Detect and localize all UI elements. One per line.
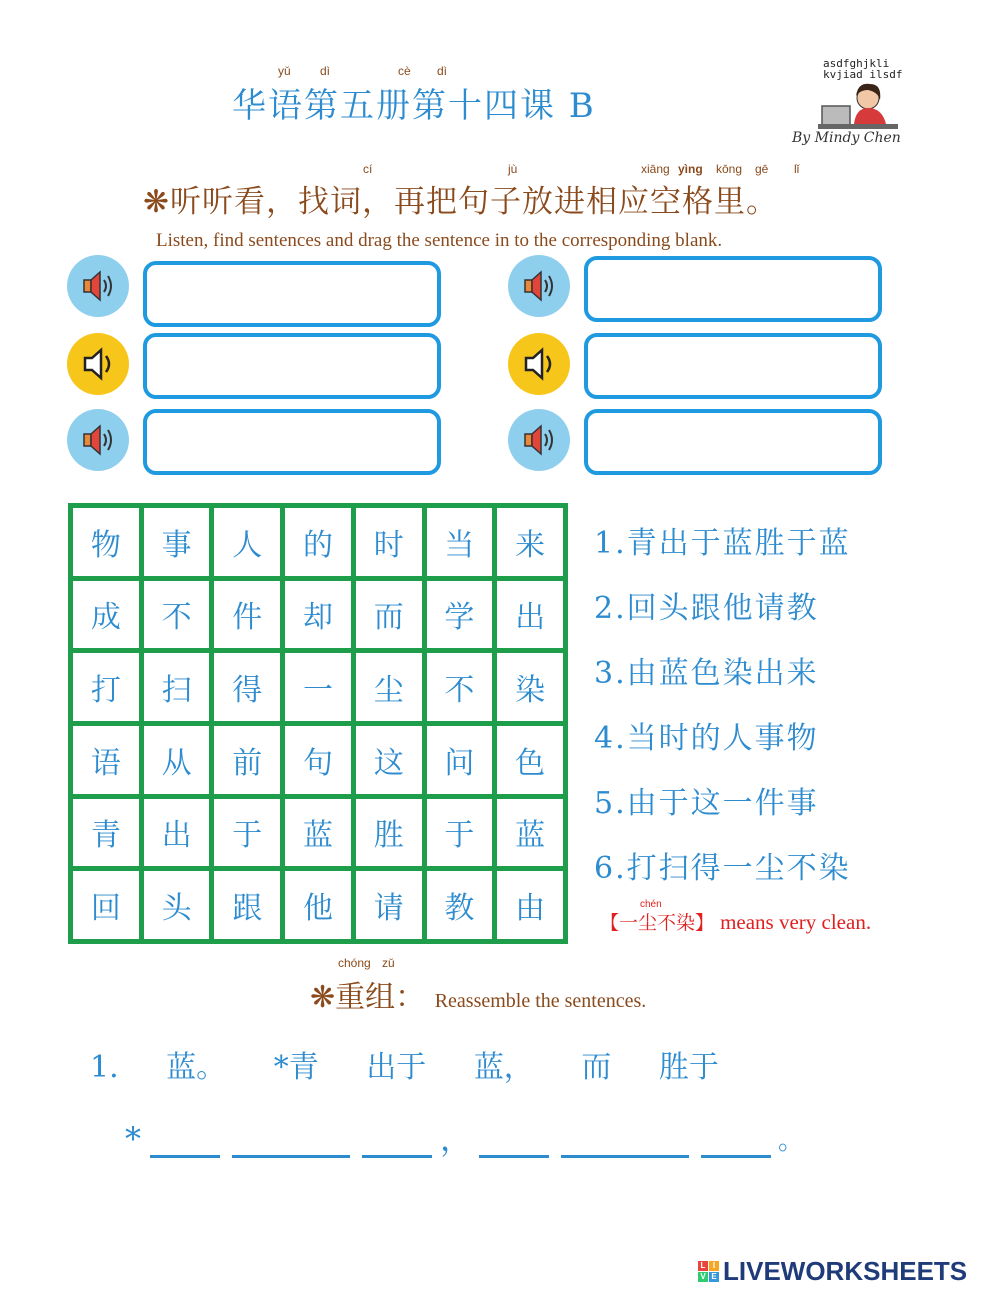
speaker-icon <box>78 266 118 306</box>
drop-blank-2[interactable] <box>143 333 441 399</box>
grid-cell[interactable]: 请 <box>356 871 422 939</box>
grid-cell[interactable]: 学 <box>427 581 493 649</box>
reassemble-pinyin-chong: chóng <box>338 956 371 970</box>
grid-cell[interactable]: 尘 <box>356 653 422 721</box>
grid-cell[interactable]: 当 <box>427 508 493 576</box>
instr-pinyin-ju: jù <box>508 162 518 176</box>
reassemble-question-1 <box>90 1042 757 1086</box>
grid-cell[interactable]: 来 <box>497 508 563 576</box>
instruction-chinese: ❋听听看，找词，再把句子放进相应空格里。 <box>143 184 778 220</box>
grid-cell[interactable]: 染 <box>497 653 563 721</box>
answer-slot-5[interactable] <box>561 1155 689 1158</box>
drop-blank-1[interactable] <box>143 261 441 327</box>
grid-cell[interactable]: 不 <box>144 581 210 649</box>
title-pinyin-di: dì <box>320 64 331 78</box>
title-pinyin-di-2: dì <box>437 64 448 78</box>
grid-cell[interactable]: 问 <box>427 726 493 794</box>
grid-cell[interactable]: 胜 <box>356 799 422 867</box>
grid-cell[interactable]: 头 <box>144 871 210 939</box>
grid-cell[interactable]: 跟 <box>214 871 280 939</box>
author-credit: By Mindy Chen <box>792 130 901 146</box>
speaker-icon <box>519 420 559 460</box>
grid-cell[interactable]: 前 <box>214 726 280 794</box>
word-tile[interactable]: 蓝。 <box>166 1050 227 1085</box>
draggable-sentence-4[interactable]: 4.当时的人事物 <box>594 721 819 756</box>
grid-cell[interactable]: 句 <box>285 726 351 794</box>
page-title: 华语第五册第十四课 B <box>232 86 596 126</box>
word-search-grid <box>68 503 568 944</box>
audio-button-3[interactable] <box>67 409 129 471</box>
brand-badge-icon: L I V E <box>698 1261 719 1282</box>
draggable-sentence-1[interactable]: 1.青出于蓝胜于蓝 <box>594 526 851 561</box>
instr-pinyin-ying: yìng <box>678 162 703 176</box>
instruction-english: Listen, find sentences and drag the sentence in to the corresponding blank. <box>156 230 723 251</box>
answer-slot-6[interactable] <box>701 1155 771 1158</box>
speaker-icon <box>78 420 118 460</box>
grid-cell[interactable]: 青 <box>73 799 139 867</box>
answer-slot-1[interactable] <box>150 1155 220 1158</box>
answer-comma: ， <box>440 1120 473 1158</box>
grid-cell[interactable]: 扫 <box>144 653 210 721</box>
draggable-sentence-5[interactable]: 5.由于这一件事 <box>594 786 819 821</box>
answer-slot-2[interactable] <box>232 1155 350 1158</box>
grid-cell[interactable]: 出 <box>497 581 563 649</box>
audio-button-2[interactable] <box>67 333 129 395</box>
word-tile[interactable]: *青 <box>273 1050 319 1085</box>
grid-cell[interactable]: 一 <box>285 653 351 721</box>
word-tile[interactable]: 出于 <box>366 1050 427 1085</box>
grid-cell[interactable]: 他 <box>285 871 351 939</box>
reassemble-english: Reassemble the sentences. <box>434 990 647 1012</box>
word-tile[interactable]: 胜于 <box>658 1050 719 1085</box>
reassemble-heading <box>310 972 646 1016</box>
drop-blank-3[interactable] <box>143 409 441 475</box>
grid-cell[interactable]: 这 <box>356 726 422 794</box>
drop-blank-5[interactable] <box>584 333 882 399</box>
grid-cell[interactable]: 却 <box>285 581 351 649</box>
draggable-sentence-3[interactable]: 3.由蓝色染出来 <box>594 656 819 691</box>
grid-cell[interactable]: 蓝 <box>285 799 351 867</box>
grid-cell[interactable]: 教 <box>427 871 493 939</box>
grid-cell[interactable]: 色 <box>497 726 563 794</box>
grid-cell[interactable]: 时 <box>356 508 422 576</box>
grid-cell[interactable]: 件 <box>214 581 280 649</box>
idiom-note-chinese: 【一尘不染】 <box>600 912 715 934</box>
brand-text: LIVEWORKSHEETS <box>723 1256 968 1286</box>
reassemble-title: ❋重组： <box>310 980 426 1015</box>
grid-cell[interactable]: 而 <box>356 581 422 649</box>
instr-pinyin-li: lǐ <box>794 162 800 176</box>
audio-button-1[interactable] <box>67 255 129 317</box>
drop-blank-6[interactable] <box>584 409 882 475</box>
audio-button-5[interactable] <box>508 333 570 395</box>
grid-cell[interactable]: 语 <box>73 726 139 794</box>
liveworksheets-brand <box>698 1256 967 1287</box>
grid-cell[interactable]: 打 <box>73 653 139 721</box>
answer-slot-4[interactable] <box>479 1155 549 1158</box>
word-tile[interactable]: 蓝， <box>473 1050 534 1085</box>
grid-cell[interactable]: 于 <box>214 799 280 867</box>
grid-cell[interactable]: 出 <box>144 799 210 867</box>
answer-slot-3[interactable] <box>362 1155 432 1158</box>
instr-pinyin-xiang: xiāng <box>641 162 670 176</box>
grid-cell[interactable]: 成 <box>73 581 139 649</box>
reassemble-pinyin-zu: zǔ <box>382 956 395 970</box>
instr-pinyin-ci: cí <box>363 162 373 176</box>
grid-cell[interactable]: 人 <box>214 508 280 576</box>
grid-cell[interactable]: 从 <box>144 726 210 794</box>
idiom-note-english: means very clean. <box>720 910 872 934</box>
idiom-note <box>600 908 871 935</box>
grid-cell[interactable]: 物 <box>73 508 139 576</box>
title-pinyin-yu: yǔ <box>278 64 291 78</box>
grid-cell[interactable]: 得 <box>214 653 280 721</box>
grid-cell[interactable]: 的 <box>285 508 351 576</box>
grid-cell[interactable]: 于 <box>427 799 493 867</box>
instr-pinyin-kong: kōng <box>716 162 743 176</box>
title-pinyin-ce: cè <box>398 64 411 78</box>
grid-cell[interactable]: 事 <box>144 508 210 576</box>
speaker-outline-icon <box>519 344 559 384</box>
draggable-sentence-2[interactable]: 2.回头跟他请教 <box>594 591 819 626</box>
grid-cell[interactable]: 蓝 <box>497 799 563 867</box>
answer-prefix: * <box>125 1120 141 1158</box>
speaker-outline-icon <box>78 344 118 384</box>
instr-pinyin-ge: gē <box>755 162 769 176</box>
grid-cell[interactable]: 由 <box>497 871 563 939</box>
speaker-icon <box>519 266 559 306</box>
note-pinyin: chén <box>640 899 662 910</box>
draggable-sentence-6[interactable]: 6.打扫得一尘不染 <box>594 851 851 886</box>
grid-cell[interactable]: 不 <box>427 653 493 721</box>
word-tile[interactable]: 而 <box>581 1050 612 1085</box>
audio-button-4[interactable] <box>508 255 570 317</box>
grid-cell[interactable]: 回 <box>73 871 139 939</box>
logo-scribble: asdfghjkli kvjiad ilsdf <box>823 57 903 81</box>
audio-button-6[interactable] <box>508 409 570 471</box>
question-number: 1. <box>90 1050 119 1085</box>
answer-period: 。 <box>778 1126 805 1156</box>
drop-blank-4[interactable] <box>584 256 882 322</box>
